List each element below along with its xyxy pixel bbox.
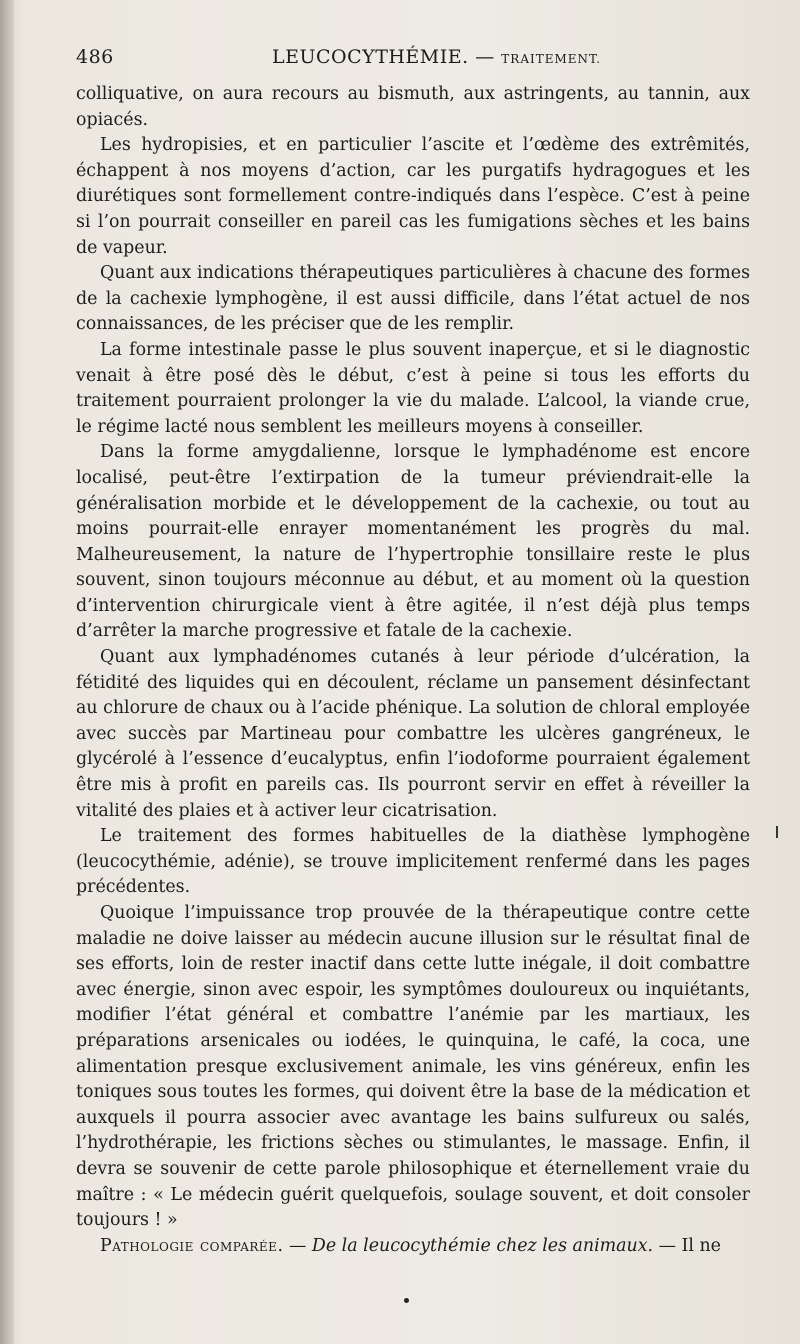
paragraph-pathologie-comparee	[76, 1234, 750, 1260]
paragraph-forme-intestinale: La forme intestinale passe le plus souvent inaperçue, et si le diagnostic venait à être posé dès le début, c’est à peine si tous les efforts du traitement pourraient prolonger la vie du malade. L’alcool, la viande crue, le régime lacté nous semblent les meilleurs moyens à conseiller.	[76, 339, 750, 437]
running-section: TRAITEMENT.	[501, 52, 602, 66]
page-header	[76, 46, 748, 76]
margin-mark	[776, 826, 778, 838]
page-gutter-shadow	[0, 0, 14, 1344]
body-text	[76, 82, 750, 1259]
trailing-text: — Il ne	[653, 1235, 721, 1256]
heading-dash: —	[283, 1235, 312, 1256]
paragraph-continuation: colliquative, on aura recours au bismuth, aux astringents, au tannin, aux opiacés.	[76, 84, 750, 130]
paragraph-forme-amygdalienne: Dans la forme amygdalienne, lorsque le lymphadénome est encore localisé, peut-être l’extirpation de la tumeur préviendrait-elle la généralisation morbide et le développement de la cachexie, ou tout au moins pourrait-elle enrayer momentanément les progrès du mal. Malheureusement, la nature de l’hypertrophie tonsillaire reste le plus souvent, sinon toujours méconnue au début, et au moment où la question d’intervention chirurgicale vient à être agitée, il n’est déjà plus temps d’arrêter la marche progressive et fatale de la cachexie.	[76, 442, 750, 642]
running-separator: —	[475, 46, 495, 68]
paragraph-lymphadenomes-cutanes: Quant aux lymphadénomes cutanés à leur période d’ulcération, la fétidité des liquides qui en découlent, réclame un pansement désinfectant au chlorure de chaux ou à l’acide phénique. La solution de chloral employée avec succès par Martineau pour combattre les ulcères gangréneux, le glycérolé à l’essence d’eucalyptus, enfin l’iodoforme pourraient également être mis à profit en pareils cas. Ils pourront servir en effet à réveiller la vitalité des plaies et à activer leur cicatrisation.	[76, 647, 750, 821]
paragraph-impuissance-therapeutique: Quoique l’impuissance trop prouvée de la thérapeutique contre cette maladie ne doive laisser au médecin aucune illusion sur le résultat final de ses efforts, loin de rester inactif dans cette lutte inégale, il doit combattre avec énergie, sinon avec espoir, les symptômes douloureux ou inquiétants, modifier l’état général et combattre l’anémie par les martiaux, les préparations arsenicales ou iodées, le quinquina, le café, la coca, une alimentation presque exclusivement animale, les vins généreux, enfin les toniques sous toutes les formes, qui doivent être la base de la médication et auxquels il pourra associer avec avantage les bains sulfureux ou salés, l’hydrothérapie, les frictions sèches ou stimulantes, le massage. Enfin, il devra se souvenir de cette parole philosophique et éternellement vraie du maître : « Le médecin guérit quelquefois, soulage souvent, et doit consoler toujours ! »	[76, 903, 750, 1231]
italic-subtitle: De la leucocythémie chez les animaux.	[311, 1235, 654, 1256]
running-title: LEUCOCYTHÉMIE.	[272, 46, 469, 68]
signature-mark	[404, 1298, 409, 1303]
section-heading: Pathologie comparée.	[100, 1235, 284, 1256]
paragraph-formes-habituelles: Le traitement des formes habituelles de la diathèse lymphogène (leucocythémie, adénie), se trouve implicitement renfermé dans les pages précédentes.	[76, 826, 750, 898]
paragraph-hydropisies: Les hydropisies, et en particulier l’ascite et l’œdème des extrêmités, échappent à nos moyens d’action, car les purgatifs hydragogues et les diurétiques sont formellement contre-indiqués dans l’espèce. C’est à peine si l’on pourrait conseiller en pareil cas les fumigations sèches et les bains de vapeur.	[76, 135, 750, 258]
running-head	[272, 46, 601, 68]
page-number: 486	[76, 46, 114, 68]
paragraph-indications: Quant aux indications thérapeutiques particulières à chacune des formes de la cachexie lymphogène, il est aussi difficile, dans l’état actuel de nos connaissances, de les préciser que de les remplir.	[76, 263, 750, 335]
